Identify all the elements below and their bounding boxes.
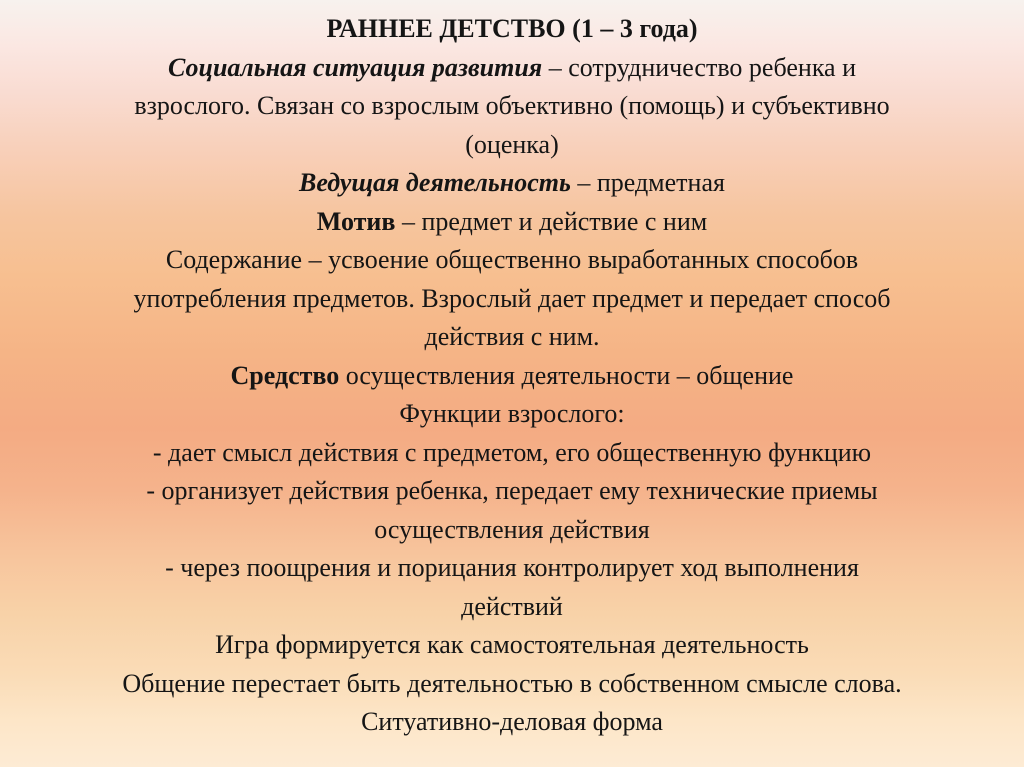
leading-activity-line: [30, 164, 994, 203]
function-3-line-1: - через поощрения и порицания контролирует ход выполнения: [165, 553, 859, 582]
slide-body: [30, 10, 994, 742]
function-2-line-2: осуществления действия: [374, 514, 650, 544]
function-3-line-2: действий: [461, 591, 563, 621]
social-situation-line-2: взрослого. Связан со взрослым объективно (помощь) и субъективно: [134, 91, 890, 120]
means-line: [30, 357, 994, 396]
game-line: Игра формируется как самостоятельная деятельность: [215, 630, 809, 659]
social-situation-line: [30, 49, 994, 88]
social-situation-label: Социальная ситуация развития: [167, 52, 543, 82]
functions-title: Функции взрослого:: [399, 399, 625, 428]
motive-label: Мотив: [316, 206, 396, 236]
motive-text: – предмет и действие с ним: [395, 206, 708, 236]
slide-title: РАННЕЕ ДЕТСТВО (1 – 3 года): [326, 14, 698, 43]
social-situation-text: – сотрудничество ребенка и: [542, 52, 857, 82]
means-text: осуществления деятельности – общение: [339, 360, 794, 390]
social-situation-line-3: (оценка): [465, 129, 559, 159]
form-line: Ситуативно-деловая форма: [361, 707, 663, 736]
leading-activity-label: Ведущая деятельность: [299, 168, 571, 197]
function-2-line-1: - организует действия ребенка, передает ему технические приемы: [146, 476, 878, 505]
content-line-1: Содержание – усвоение общественно выработанных способов: [165, 245, 859, 274]
leading-activity-text: – предметная: [570, 168, 725, 197]
content-line-2: употребления предметов. Взрослый дает предмет и передает способ: [133, 283, 891, 313]
means-label: Средство: [230, 360, 340, 390]
communication-line: Общение перестает быть деятельностью в собственном смысле слова.: [122, 668, 902, 698]
motive-line: [30, 203, 994, 242]
function-1: - дает смысл действия с предметом, его общественную функцию: [152, 437, 872, 467]
content-line-3: действия с ним.: [424, 322, 600, 351]
